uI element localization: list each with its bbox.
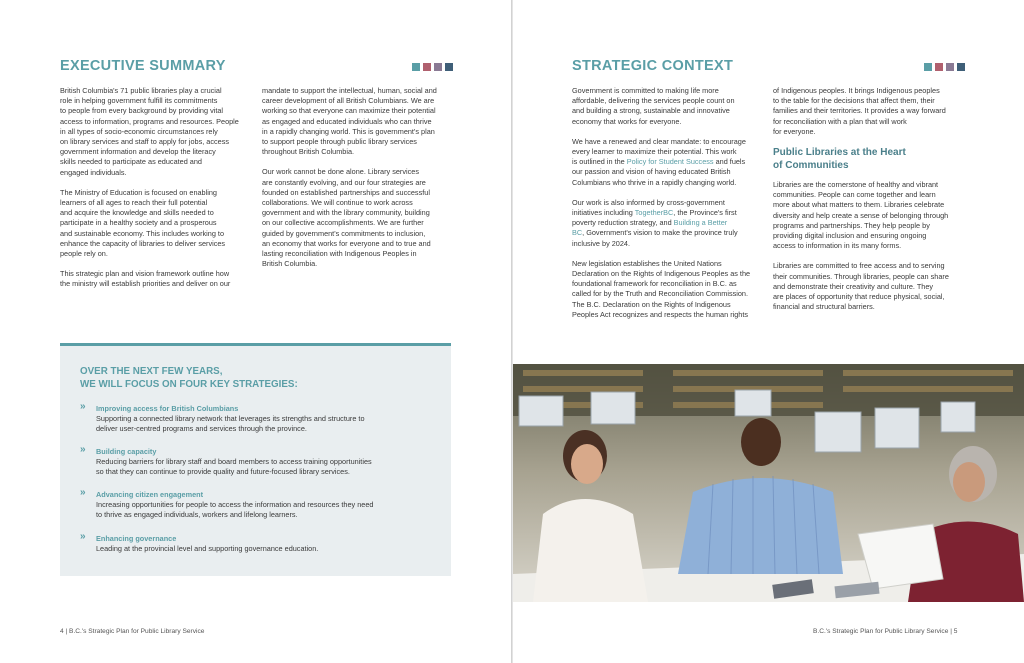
paragraph-text: and fuels our passion and vision of having educated British Columbians who thrive in a rapidly changing world. <box>572 157 746 187</box>
paragraph-text: , the Province's first poverty reduction strategy, and <box>572 208 737 228</box>
square-mauve <box>946 63 954 71</box>
context-paragraph: New legislation establishes the United Nations Declaration on the Rights of Indigenous Peoples as the foundational framework for reconciliation in B.C. as called for by the Truth and Reconciliation Commission. The B.C. Declaration on the Rights of Indigenous Peoples Act recognizes and respects the human rights <box>572 258 751 319</box>
context-paragraph <box>572 198 768 249</box>
chevron-right-icon: » <box>80 531 86 542</box>
key-strategies-box <box>60 343 451 576</box>
strategy-item <box>80 444 430 478</box>
summary-paragraph: British Columbia's 71 public libraries play a crucial role in helping government fulfill its commitments to people from every background by providing vital access to information, programs and resources. People in all types of socio-economic circumstances rely on library services and staff to apply for jobs, access government information and develop the literacy skills needed to participate as educated and engaged individuals. <box>60 86 239 177</box>
togetherbc-link[interactable]: TogetherBC <box>634 208 674 218</box>
strategy-title: Enhancing governance <box>96 534 177 543</box>
paragraph-text: Our work is also informed by cross-government initiatives including <box>572 197 725 218</box>
color-squares-decoration <box>924 63 965 71</box>
color-squares-decoration <box>412 63 453 71</box>
square-mauve <box>434 63 442 71</box>
strategy-item <box>80 487 430 521</box>
context-paragraph: of Indigenous peoples. It brings Indigenous peoples to the table for the decisions that affect them, their families and their territories. It provides a way forward for reconciliation with a plan that will work for everyone. <box>773 86 946 136</box>
chevron-right-icon: » <box>80 401 86 412</box>
paragraph-text: We have a renewed and clear mandate: to encourage every learner to maximize their potential. This work is outlined in the <box>572 136 746 167</box>
left-page-footer: 4 | B.C.'s Strategic Plan for Public Library Service <box>60 628 205 635</box>
context-column-2 <box>773 86 973 322</box>
context-paragraph: Government is committed to making life more affordable, delivering the services people count on and building a strong, sustainable and innovative economy that works for everyone. <box>572 86 735 126</box>
context-paragraph: Libraries are committed to free access and to serving their communities. Through libraries, people can share and demonstrate their creativity and culture. They are places of opportunity that reduce physical, social, financial and structural barriers. <box>773 261 949 312</box>
summary-paragraph: The Ministry of Education is focused on enabling learners of all ages to reach their full potential and acquire the knowledge and skills needed to participate in a healthy society and a prosperous and sustainable economy. This includes working to enhance the capacity of libraries to deliver services people rely on. <box>60 187 226 259</box>
summary-paragraph: Our work cannot be done alone. Library services are constantly evolving, and our four strategies are founded on established partnerships and successful collaborations. We will continue to work across government and with the library community, building on our collective accomplishments. We are further guided by government's commitments to inclusion, an economy that works for everyone and to true and lasting reconciliation with Indigenous Peoples in British Columbia. <box>262 167 431 269</box>
square-rose <box>935 63 943 71</box>
policy-for-student-success-link[interactable]: Policy for Student Success <box>626 157 714 167</box>
strategic-context-heading: STRATEGIC CONTEXT <box>572 58 734 74</box>
square-teal <box>412 63 420 71</box>
right-page <box>513 0 1024 663</box>
square-rose <box>423 63 431 71</box>
strategy-item <box>80 531 430 554</box>
left-page <box>0 0 511 663</box>
library-photo <box>513 364 1024 602</box>
summary-column-1 <box>60 86 255 300</box>
right-page-footer: B.C.'s Strategic Plan for Public Library Service | 5 <box>813 628 958 635</box>
square-navy <box>445 63 453 71</box>
square-teal <box>924 63 932 71</box>
context-paragraph: Libraries are the cornerstone of healthy and vibrant communities. People can come together and learn more about what matters to them. Libraries celebrate diversity and help create a sense of belonging through programs and partnerships. They help people by providing digital inclusion and ensuring ongoing access to information in its many forms. <box>773 180 949 251</box>
chevron-right-icon: » <box>80 487 86 498</box>
strategy-description: Reducing barriers for library staff and board members to access training opportunities so that they can continue to provide quality and future-focused library services. <box>96 457 372 477</box>
strategy-item <box>80 401 430 435</box>
building-a-better-bc-link[interactable]: Building a Better BC <box>572 218 728 238</box>
strategy-title: Building capacity <box>96 447 157 456</box>
strategy-title: Improving access for British Columbians <box>96 404 239 413</box>
square-navy <box>957 63 965 71</box>
summary-paragraph: mandate to support the intellectual, human, social and career development of all British Columbians. We are working so that everyone can maximize their potential as engaged and educated individuals who can thrive in a rapidly changing world. This is government's plan to support people through public library services throughout British Columbia. <box>262 86 437 157</box>
strategy-description: Supporting a connected library network that leverages its strengths and structure to deliver user-centred programs and services through the province. <box>96 414 365 434</box>
strategy-description: Leading at the provincial level and supporting governance education. <box>96 544 319 554</box>
strategy-title: Advancing citizen engagement <box>96 490 204 499</box>
key-strategies-title: OVER THE NEXT FEW YEARS, WE WILL FOCUS ON FOUR KEY STRATEGIES: <box>80 366 298 390</box>
summary-paragraph: This strategic plan and vision framework outline how the ministry will establish priorities and deliver on our <box>60 269 231 289</box>
context-paragraph <box>572 137 768 188</box>
chevron-right-icon: » <box>80 444 86 455</box>
summary-column-2 <box>262 86 462 279</box>
executive-summary-heading: EXECUTIVE SUMMARY <box>60 58 226 74</box>
paragraph-text: , Government's vision to make the province truly inclusive by 2024. <box>572 228 738 248</box>
public-libraries-subheading: Public Libraries at the Heart of Communities <box>773 147 906 171</box>
context-column-1 <box>572 86 768 330</box>
strategy-description: Increasing opportunities for people to access the information and resources they need to thrive as engaged individuals, workers and lifelong learners. <box>96 500 374 520</box>
